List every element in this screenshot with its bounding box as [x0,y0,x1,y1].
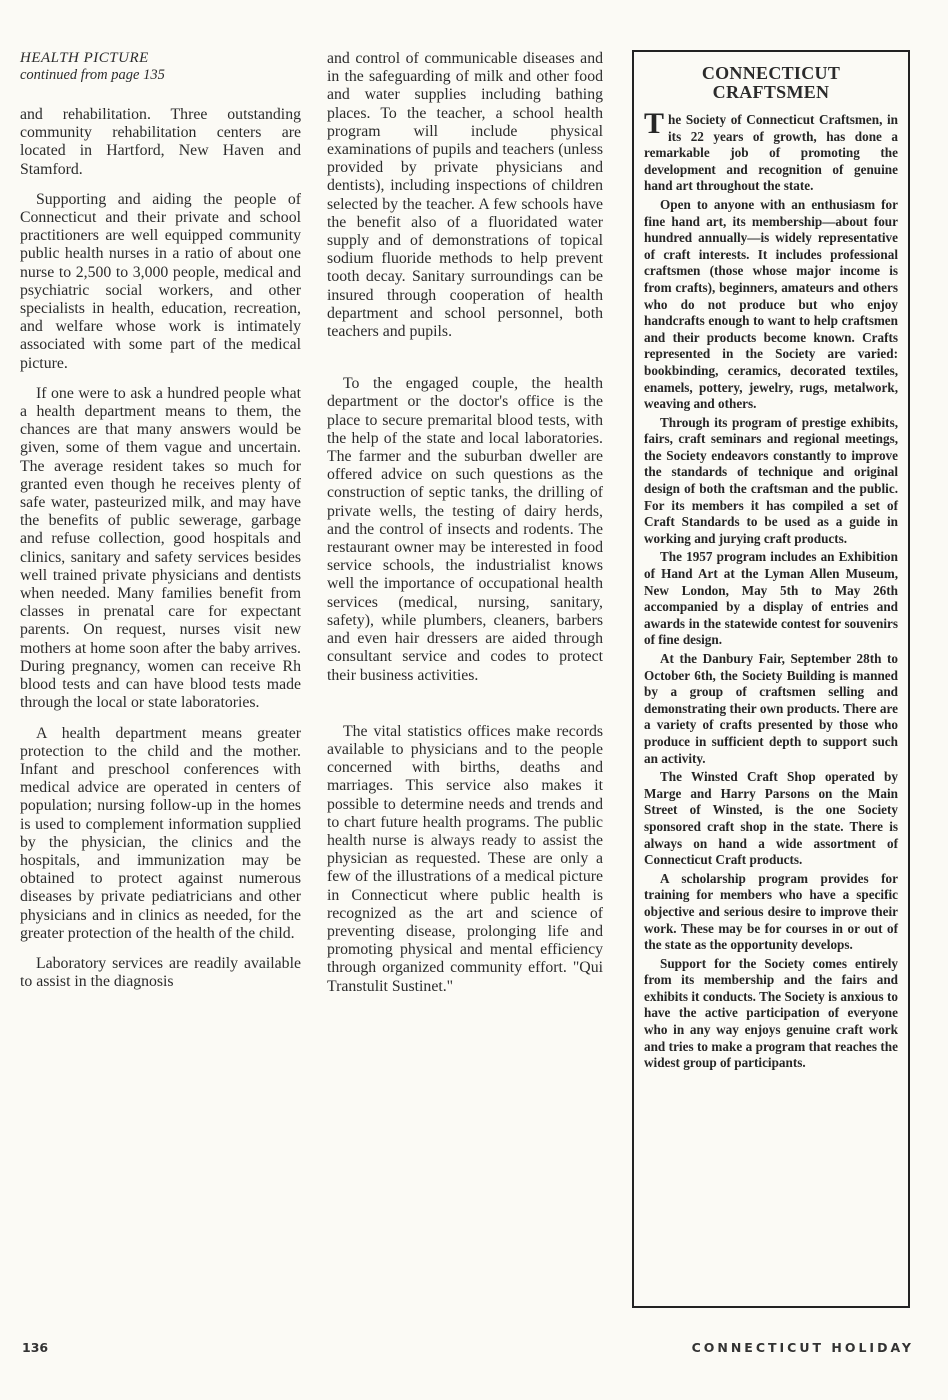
sidebar-paragraph: Through its program of prestige exhibits, fairs, craft seminars and regional meetings, the Society endeavors constantly to improve the standards of technique and original design of both the craftsman and the public. For its members it has compiled a set of Craft Standards to be used as a guide in working and jurying craft products. [644,414,898,546]
sidebar-paragraph: Support for the Society comes entirely from its membership and the fairs and exhibits it conducts. The Society is anxious to have the active participation of everyone who in any way enjoys genuine craft work and tries to make a program that reaches the widest group of participants. [644,955,898,1071]
paragraph: If one were to ask a hundred people what a health department means to them, the chances are that many answers would be given, some of them vague and uncertain. The average resident takes so much for granted even though he receives plenty of safe water, pasteurized milk, and may have the benefits of public sewerage, garbage and refuse collection, good hospitals and clinics, sanitary and safety services besides well trained private physicians and dentists when needed. Many families benefit from classes in prenatal care for expectant parents. On request, nurses visit new mothers at home soon after the baby arrives. During pregnancy, women can receive Rh blood tests and can have blood tests made through the local or state laboratories. [20,384,301,712]
drop-cap: T [644,107,665,140]
sidebar-title [644,64,898,102]
sidebar-paragraph: At the Danbury Fair, September 28th to October 6th, the Society Building is manned by a group of craftsmen selling and demonstrating their own products. There are a variety of crafts presented by those who produce in sufficient depth to support such an activity. [644,651,898,766]
sidebar-title-line-1: CONNECTICUT [701,63,841,83]
continuation-heading: HEALTH PICTURE [20,50,149,66]
article-column-1 [20,50,301,1003]
sidebar-paragraph: A scholarship program provides for training for members who have a specific objective and serious desire to improve their work. These may be for courses in or out of the state as the opportunity develops. [644,870,898,953]
sidebar-paragraph [644,107,898,195]
sidebar-paragraph: Open to anyone with an enthusiasm for fine hand art, its membership—about four hundred annually—is widely representative of craft interests. It includes professional craftsmen (those whose major income is from crafts), beginners, amateurs and others who do not produce but who enjoy handcrafts enough to want to help craftsmen and their products become known. Crafts represented in the Society are varied: bookbinding, ceramics, decorated textiles, enamels, pottery, jewelry, rugs, metalwork, weaving and others. [644,196,898,412]
magazine-name: CONNECTICUT HOLIDAY [691,1340,914,1355]
sidebar-paragraph: The 1957 program includes an Exhibition of Hand Art at the Lyman Allen Museum, New London, May 5th to May 26th accompanied by a display of entries and awards in the statewide contest for souvenirs of fine design. [644,549,898,648]
paragraph: Supporting and aiding the people of Connecticut and their private and school practitioners are well equipped community public health nurses in a ratio of about one nurse to 2,500 to 3,000 people, medical and psychiatric social workers, and other specialists in health, education, recreation, and welfare whose work is intimately associated with some part of the medical picture. [20,190,301,372]
paragraph: and control of communicable diseases and in the safeguarding of milk and other food and water supplies including bathing places. To the teacher, a school health program will include physical examinations of pupils and teachers (unless provided by private physicians and dentists), including inspections of children selected by the teacher. A few schools have the benefit also of a fluoridated water supply and of demonstrations of topical sodium fluoride methods to help prevent tooth decay. Sanitary surroundings can be insured through cooperation of health department and school personnel, both teachers and pupils. [327,50,603,341]
paragraph: and rehabilitation. Three outstanding community rehabilitation centers are located in Hartford, New Haven and Stamford. [20,106,301,178]
paragraph: To the engaged couple, the health department or the doctor's office is the place to secure premarital blood tests, with the help of the state and local laboratories. The farmer and the suburban dweller are offered advice on such questions as the construction of septic tanks, the drilling of private wells, the testing of dairy herds, and the control of insects and rodents. The restaurant owner may be interested in food service schools, the industrialist knows well the importance of occupational health services (medical, nursing, sanitary, safety), while plumbers, cleaners, barbers and even hair dressers are aided through consultant service and codes to protect their business activities. [327,375,603,684]
sidebar-first-text: he Society of Connecticut Craftsmen, in its 22 years of growth, has done a remarkable job of promoting the development and recognition of genuine hand art throughout the state. [644,112,898,194]
paragraph: A health department means greater protection to the child and the mother. Infant and preschool conferences with medical advice are operated in centers of population; nursing follow-up in the homes is used to complement information supplied by the physician, the clinics and the hospitals, and immunization may be obtained to protect against numerous diseases by private pediatricians and other physicians and in clinics as needed, for the greater protection of the health of the child. [20,724,301,942]
continuation-subheading: continued from page 135 [20,67,165,83]
page-number: 136 [22,1340,49,1355]
craftsmen-sidebar-box [632,50,910,1308]
article-column-2 [327,50,603,1008]
paragraph: The vital statistics offices make records available to physicians and to the people concerned with births, deaths and marriages. This service also makes it possible to determine needs and trends and to chart future health programs. The public health nurse is always ready to assist the physician as requested. These are only a few of the illustrations of a medical picture in Connecticut where public health is recognized as the art and science of preventing disease, prolonging life and promoting physical and mental efficiency through organized community effort. "Qui Transtulit Sustinet." [327,722,603,995]
sidebar-title-line-2: CRAFTSMEN [712,82,830,102]
paragraph: Laboratory services are readily available to assist in the diagnosis [20,954,301,991]
sidebar-paragraph: The Winsted Craft Shop operated by Marge and Harry Parsons on the Main Street of Winsted, is the one Society sponsored craft shop in the state. There is always on hand a wide assortment of Connecticut Craft products. [644,769,898,868]
